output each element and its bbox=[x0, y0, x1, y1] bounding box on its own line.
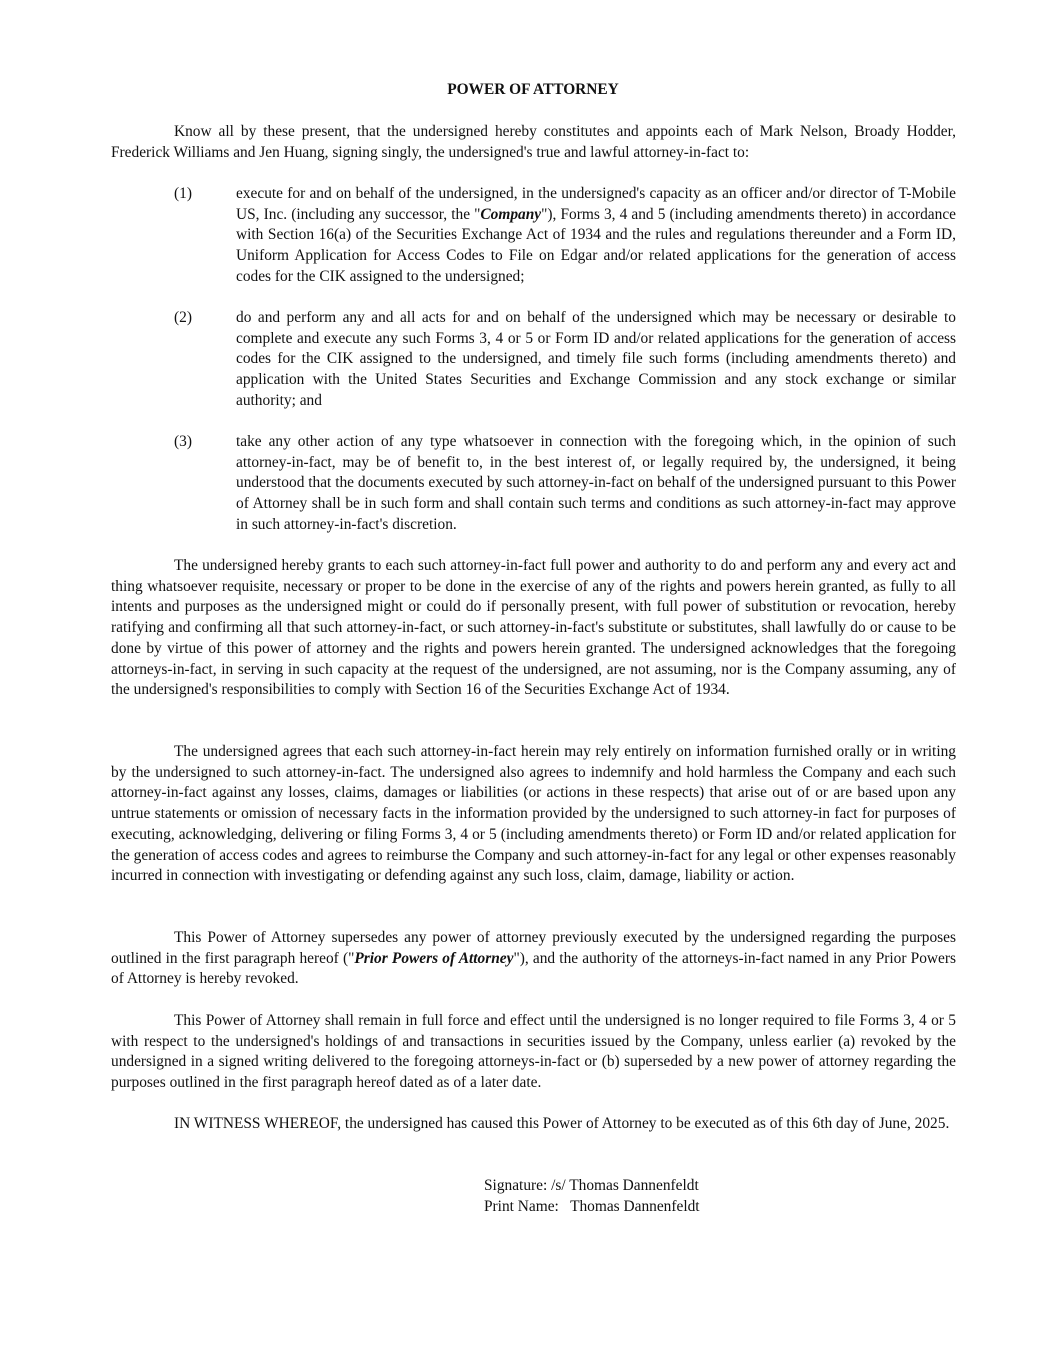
defined-term-prior-powers: Prior Powers of Attorney bbox=[354, 949, 514, 967]
supersede-text-part: "), and the authority of the attorneys-in-fact named in any Prior Powers of Attorney is hereby revoked. bbox=[111, 949, 956, 988]
list-item-text: do and perform any and all acts for and on behalf of the undersigned which may be necessary or desirable to complete and execute any such Forms 3, 4 or 5 or Form ID and/or related applications for the generation of access codes for the CIK assigned to the undersigned, and timely file such forms (including amendments thereto) and application with the United States Securities and Exchange Commission and any stock exchange or similar authority; and bbox=[236, 309, 956, 409]
supersede-text-part: This Power of Attorney supersedes any power of attorney previously executed by the undersigned regarding the purposes outlined in the first paragraph hereof (" bbox=[111, 929, 956, 967]
print-name-line bbox=[484, 1197, 884, 1218]
list-item-number: (2) bbox=[174, 309, 192, 326]
intro-paragraph: Know all by these present, that the undersigned hereby constitutes and appoints each of Mark Nelson, Broady Hodder, Frederick Williams and Jen Huang, signing singly, the undersigned's true and lawful attorney-in-fact to: bbox=[111, 123, 956, 161]
list-item-text-part: "), Forms 3, 4 and 5 (including amendments thereto) in accordance with Section 16(a) of the Securities Exchange Act of 1934 and the rules and regulations thereunder and a Form ID, Uniform Application for Access Codes to File on Edgar and/or related applications for the generation of access codes for the CIK assigned to the undersigned; bbox=[236, 205, 956, 285]
list-item-number: (3) bbox=[174, 433, 192, 450]
list-item-text-part: execute for and on behalf of the undersigned, in the undersigned's capacity as an officer and/or director of T-Mobile US, Inc. (including any successor, the " bbox=[236, 185, 956, 223]
signature-label: Signature: bbox=[484, 1177, 548, 1194]
document-title: POWER OF ATTORNEY bbox=[447, 81, 619, 98]
witness-paragraph: IN WITNESS WHEREOF, the undersigned has caused this Power of Attorney to be executed as of this 6th day of June, 2025. bbox=[174, 1115, 950, 1132]
indemnity-paragraph: The undersigned agrees that each such attorney-in-fact herein may rely entirely on information furnished orally or in writing by the undersigned to such attorney-in-fact. The undersigned also agrees to indemnify and hold harmless the Company and each such attorney-in-fact against any losses, claims, damages or liabilities (or actions in these respects) that arise out of or are based upon any untrue statements or omission of necessary facts in the information provided by the undersigned to such attorney-in fact for purposes of executing, acknowledging, delivering or filing Forms 3, 4 or 5 (including amendments thereto) or Form ID and/or related application for the generation of access codes and agrees to reimburse the Company and such attorney-in-fact for any legal or other expenses reasonably incurred in connection with investigating or defending against any such loss, claim, damage, liability or action. bbox=[111, 743, 956, 885]
duration-paragraph: This Power of Attorney shall remain in full force and effect until the undersigned is no longer required to file Forms 3, 4 or 5 with respect to the undersigned's holdings of and transactions in securities issued by the Company, unless earlier (a) revoked by the undersigned in a signed writing delivered to the foregoing attorneys-in-fact or (b) superseded by a new power of attorney regarding the purposes outlined in the first paragraph hereof dated as of a later date. bbox=[111, 1012, 956, 1092]
defined-term-company: Company bbox=[480, 205, 542, 223]
list-item-number: (1) bbox=[174, 185, 192, 202]
signature-line bbox=[484, 1176, 884, 1197]
signature-block bbox=[484, 1176, 884, 1217]
print-name-value: Thomas Dannenfeldt bbox=[570, 1197, 700, 1215]
print-name-label: Print Name: bbox=[484, 1197, 559, 1215]
list-item-text: take any other action of any type whatsoever in connection with the foregoing which, in the opinion of such attorney-in-fact, may be of benefit to, in the best interest of, or legally required by, the undersigned, it being understood that the documents executed by such attorney-in-fact on behalf of the undersigned pursuant to this Power of Attorney shall be in such form and shall contain such terms and conditions as such attorney-in-fact may approve in such attorney-in-fact's discretion. bbox=[236, 433, 956, 533]
grant-paragraph: The undersigned hereby grants to each such attorney-in-fact full power and authority to do and perform any and every act and thing whatsoever requisite, necessary or proper to be done in the exercise of any of the rights and powers herein granted, as fully to all intents and purposes as the undersigned might or could do if personally present, with full power of substitution or revocation, hereby ratifying and confirming all that such attorney-in-fact, or such attorney-in-fact's substitute or substitutes, shall lawfully do or cause to be done by virtue of this power of attorney and the rights and powers herein granted. The undersigned acknowledges that the foregoing attorneys-in-fact, in serving in such capacity at the request of the undersigned, are not assuming, nor is the Company assuming, any of the undersigned's responsibilities to comply with Section 16 of the Securities Exchange Act of 1934. bbox=[111, 557, 956, 699]
supersede-paragraph bbox=[111, 928, 956, 990]
list-item-text bbox=[236, 184, 956, 288]
signature-value: /s/ Thomas Dannenfeldt bbox=[551, 1177, 699, 1194]
